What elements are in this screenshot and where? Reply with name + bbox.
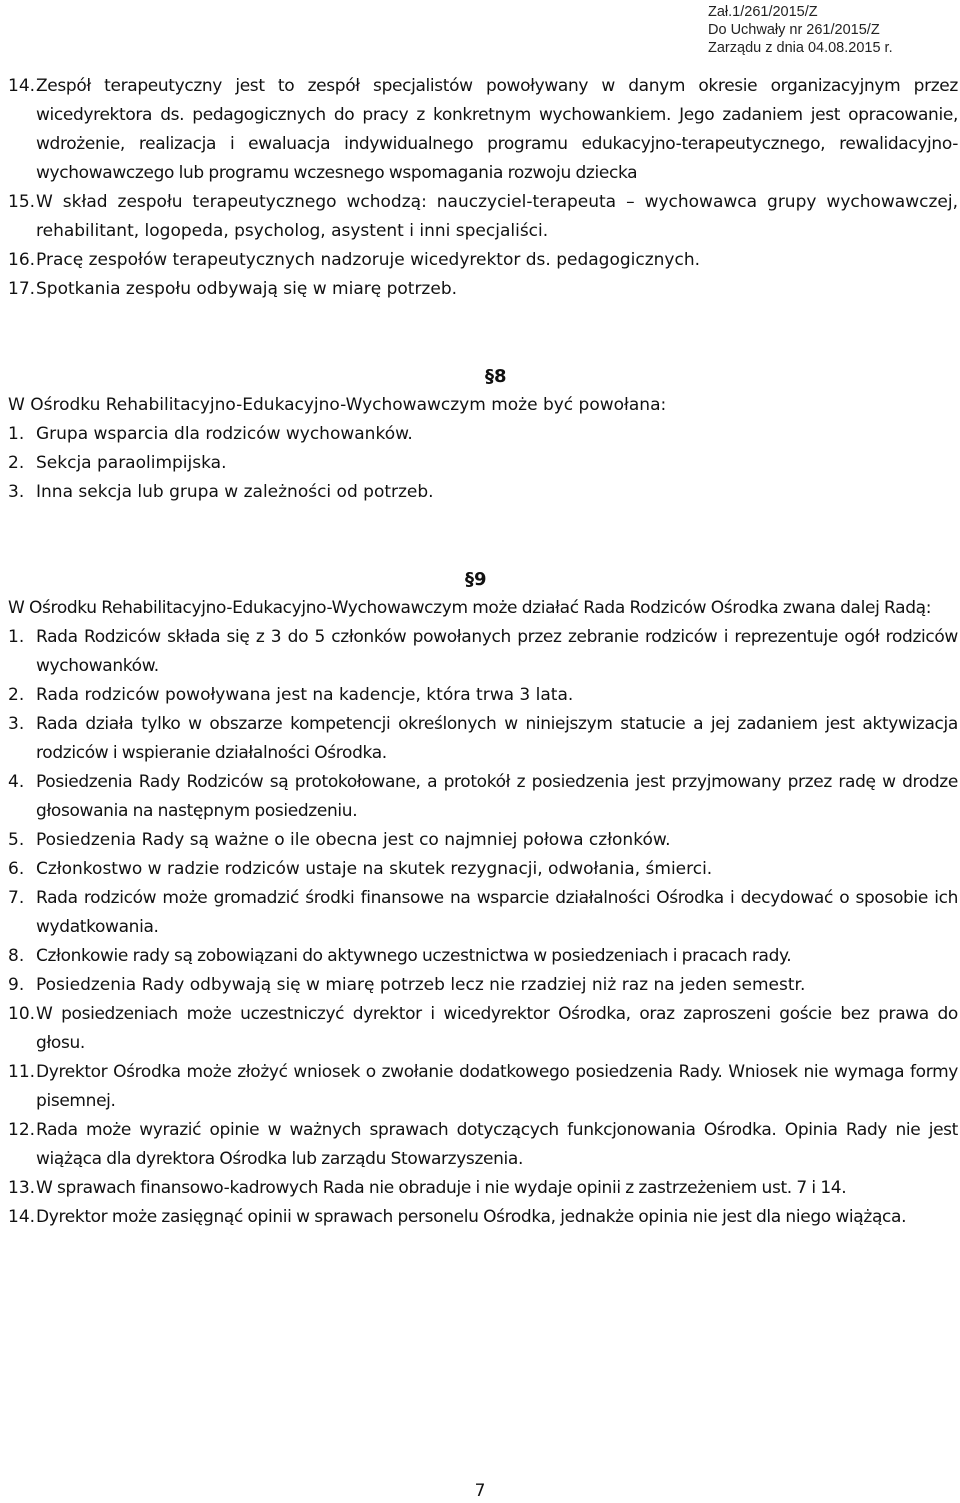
header-resolution-ref: Do Uchwały nr 261/2015/Z [708, 22, 880, 38]
item-text: Pracę zespołów terapeutycznych nadzoruje wicedyrektor ds. pedagogicznych. [36, 250, 701, 270]
item-text: W sprawach finansowo-kadrowych Rada nie obraduje i nie wydaje opinii z zastrzeżeniem ust. 7 i 14. [36, 1178, 847, 1198]
item-text: Członkowie rady są zobowiązani do aktywnego uczestnictwa w posiedzeniach i pracach rady. [36, 946, 792, 966]
item-number: 5. [8, 830, 25, 850]
item-text: Członkostwo w radzie rodziców ustaje na skutek rezygnacji, odwołania, śmierci. [36, 859, 713, 879]
header-date: Zarządu z dnia 04.08.2015 r. [708, 40, 893, 56]
item-number: 2. [8, 453, 25, 473]
item-number: 7. [8, 888, 25, 908]
list-item [8, 275, 958, 304]
item-text: Rada rodziców powoływana jest na kadencje, która trwa 3 lata. [36, 685, 574, 705]
document-header [708, 3, 948, 57]
list-item [8, 826, 958, 855]
section-8-title: §8 [485, 366, 507, 387]
item-text: Dyrektor może zasięgnąć opinii w sprawach personelu Ośrodka, jednakże opinia nie jest dla niego wiążąca. [36, 1207, 907, 1227]
item-number: 14. [8, 76, 36, 96]
item-number: 10. [8, 1004, 36, 1024]
item-number: 15. [8, 192, 36, 212]
item-text: Zespół terapeutyczny jest to zespół specjalistów powoływany w danym okresie organizacyjnym przez wicedyrektora ds. pedagogicznych do pracy z konkretnym wychowankiem. Jego zadaniem jest opracowanie, wdrożenie, realizacja i ewaluacja indywidualnego programu edukacyjno-terapeutycznego, rewalidacyjno-wychowawczego lub programu wczesnego wspomagania rozwoju dziecka [36, 76, 958, 183]
item-text: Grupa wsparcia dla rodziców wychowanków. [36, 424, 413, 444]
item-number: 1. [8, 627, 25, 647]
item-text: Posiedzenia Rady Rodziców są protokołowane, a protokół z posiedzenia jest przyjmowany przez radę w drodze głosowania na następnym posiedzeniu. [36, 772, 958, 821]
item-text: Rada może wyrazić opinie w ważnych sprawach dotyczących funkcjonowania Ośrodka. Opinia Rady nie jest wiążąca dla dyrektora Ośrodka lub zarządu Stowarzyszenia. [36, 1120, 958, 1169]
item-text: Inna sekcja lub grupa w zależności od potrzeb. [36, 482, 434, 502]
item-text: Rada Rodziców składa się z 3 do 5 członków powołanych przez zebranie rodziców i reprezentuje ogół rodziców wychowanków. [36, 627, 958, 676]
item-text: Rada rodziców może gromadzić środki finansowe na wsparcie działalności Ośrodka i decydować o sposobie ich wydatkowania. [36, 888, 958, 937]
list-item [8, 623, 958, 681]
section-9-title: §9 [465, 569, 487, 590]
list-item [8, 246, 958, 275]
list-item [8, 1000, 958, 1058]
item-number: 8. [8, 946, 25, 966]
item-number: 2. [8, 685, 25, 705]
item-number: 12. [8, 1120, 36, 1140]
item-number: 6. [8, 859, 25, 879]
list-item [8, 768, 958, 826]
list-item [8, 188, 958, 246]
item-text: Rada działa tylko w obszarze kompetencji określonych w niniejszym statucie a jej zadaniem jest aktywizacja rodziców i wspieranie działalności Ośrodka. [36, 714, 958, 763]
item-number: 11. [8, 1062, 36, 1082]
list-item [8, 1116, 958, 1174]
item-number: 3. [8, 714, 25, 734]
item-number: 14. [8, 1207, 36, 1227]
item-text: Posiedzenia Rady są ważne o ile obecna jest co najmniej połowa członków. [36, 830, 671, 850]
list-item [8, 884, 958, 942]
item-text: Sekcja paraolimpijska. [36, 453, 227, 473]
list-item [8, 710, 958, 768]
item-text: Posiedzenia Rady odbywają się w miarę potrzeb lecz nie rzadziej niż raz na jeden semestr. [36, 975, 806, 995]
item-text: W skład zespołu terapeutycznego wchodzą: nauczyciel-terapeuta – wychowawca grupy wychowawczej, rehabilitant, logopeda, psycholog, asystent i inni specjaliści. [36, 192, 958, 241]
item-number: 16. [8, 250, 36, 270]
list-item [8, 72, 958, 188]
section-9-intro: W Ośrodku Rehabilitacyjno-Edukacyjno-Wychowawczym może działać Rada Rodziców Ośrodka zwana dalej Radą: [8, 598, 932, 618]
item-number: 3. [8, 482, 25, 502]
item-number: 4. [8, 772, 25, 792]
item-text: Spotkania zespołu odbywają się w miarę potrzeb. [36, 279, 458, 299]
item-text: W posiedzeniach może uczestniczyć dyrektor i wicedyrektor Ośrodka, oraz zaproszeni goście bez prawa do głosu. [36, 1004, 958, 1053]
list-item [8, 942, 958, 971]
list-item [8, 420, 958, 449]
item-number: 17. [8, 279, 36, 299]
list-item [8, 855, 958, 884]
list-item [8, 1174, 958, 1203]
list-item [8, 1058, 958, 1116]
item-number: 13. [8, 1178, 36, 1198]
list-item [8, 478, 958, 507]
item-number: 1. [8, 424, 25, 444]
list-item [8, 681, 958, 710]
page-number: 7 [474, 1481, 486, 1501]
list-item [8, 1203, 958, 1232]
section-8-intro: W Ośrodku Rehabilitacyjno-Edukacyjno-Wychowawczym może być powołana: [8, 395, 667, 415]
item-number: 9. [8, 975, 25, 995]
header-attachment-ref: Zał.1/261/2015/Z [708, 4, 818, 20]
list-item [8, 971, 958, 1000]
document-body [8, 72, 958, 1232]
list-item [8, 449, 958, 478]
item-text: Dyrektor Ośrodka może złożyć wniosek o zwołanie dodatkowego posiedzenia Rady. Wniosek nie wymaga formy pisemnej. [36, 1062, 958, 1111]
